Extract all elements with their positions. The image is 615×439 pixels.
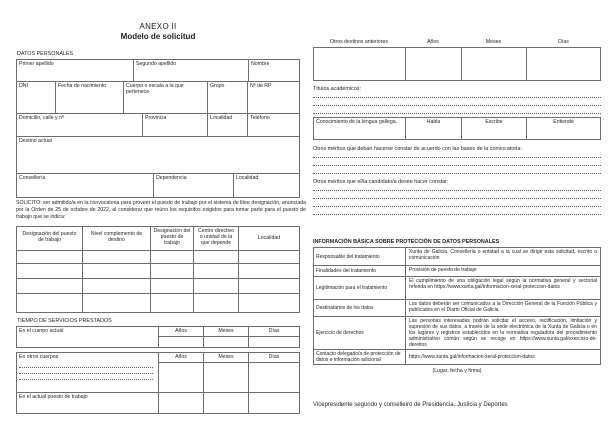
info-row-value: El cumplimiento de una obligación legal según la normativa general y sectorial referida en https://www.xunta.gal/informacion-xeral-proteccion-datos xyxy=(409,278,597,291)
empty-cell xyxy=(406,48,462,80)
column-dias xyxy=(249,327,299,347)
titulos-academicos-label: Títulos académicos: xyxy=(313,86,361,92)
table-empty-row xyxy=(17,279,299,294)
empty-cell xyxy=(194,264,239,278)
empty-cell xyxy=(17,251,83,263)
form-title-line1: ANEXO II xyxy=(139,22,177,31)
table-row xyxy=(17,353,299,393)
lugar-fecha-firma-label: (Lugar, fecha y firma) xyxy=(432,368,482,374)
dotted-line xyxy=(313,97,601,98)
empty-cell xyxy=(151,279,194,293)
info-row-label: Responsable del tratamiento xyxy=(314,248,406,265)
field-grupo: Grupo xyxy=(208,82,248,113)
otros-cuerpos-label: En otros cuerpos xyxy=(19,354,59,360)
info-row-label: Finalidades del tratamiento xyxy=(314,266,406,276)
dotted-line xyxy=(313,157,601,158)
tiempo-cuerpo-actual-table xyxy=(16,326,300,348)
col-header-meses: Meses xyxy=(485,39,502,45)
table-row xyxy=(17,60,299,82)
proteccion-datos-title: INFORMACIÓN BÁSICA SOBRE PROTECCIÓN DE DATOS PERSONALES xyxy=(313,239,500,245)
empty-cell xyxy=(194,294,239,312)
table-row xyxy=(314,300,600,317)
info-row-value: Las personas interesadas podrán solicitar el acceso, rectificación, limitación y supresión de sus datos, a través de la sede electrónica de la Xunta de Galicia o en los lugares y registros establecidos en la normativa reguladora del procedimiento administrativo común según se recoge en https://www.xunta.gal/exercicio-de-dereitos xyxy=(409,318,597,349)
otros-destinos-table xyxy=(313,47,601,81)
col-header-meses: Meses xyxy=(204,327,248,337)
table-empty-row xyxy=(17,251,299,264)
column-meses xyxy=(204,327,249,347)
empty-cell xyxy=(527,48,600,80)
dotted-line xyxy=(313,113,601,114)
field-segundo-apellido: Segundo apellido xyxy=(134,60,249,81)
field-localidad: Localidad xyxy=(208,114,248,136)
col-header-dias: Días xyxy=(249,353,299,363)
empty-cell xyxy=(239,264,299,278)
table-row xyxy=(314,350,600,364)
field-provincia: Provincia xyxy=(143,114,208,136)
col-header-escribe: Escribe xyxy=(462,118,527,139)
empty-cell xyxy=(159,393,204,413)
empty-cell xyxy=(239,279,299,293)
form-title-line2: Modelo de solicitud xyxy=(120,32,196,41)
empty-cell xyxy=(204,393,249,413)
empty-cell xyxy=(83,279,151,293)
col-header-entiende: Entiende xyxy=(553,119,574,125)
datos-personales-table xyxy=(16,59,300,198)
solicito-paragraph: SOLICITO: ser admitido/a en la convocatoria para proveer el puesto de trabajo por el sistema de libre designación, anunciada por la Orden de 25 de octubre de 2022, al considerar que reúno los requisitos exigidos para tomar parte para el puesto de trabajo que se indica: xyxy=(16,200,306,221)
field-telefono: Teléfono xyxy=(250,115,270,121)
col-header-meses: Meses xyxy=(204,353,248,363)
field-localidad-2: Localidad xyxy=(236,175,259,181)
info-row-value: Xunta de Galicia. Consellería o entidad a la cual se dirige esta solicitud, escrito o comunicación xyxy=(409,249,597,262)
info-row-label: Ejercicio de derechos xyxy=(314,317,406,349)
info-row-label: Destinatarios de los datos xyxy=(314,300,406,316)
col-header-centro-directivo: Centro directivo o unidad de la que depende xyxy=(194,227,239,250)
empty-cell xyxy=(151,251,194,263)
empty-cell xyxy=(314,48,406,80)
dotted-line xyxy=(19,373,153,374)
dotted-line xyxy=(313,190,601,191)
field-dni: DNI xyxy=(17,82,56,113)
field-actual-puesto: En el actual puesto de trabajo xyxy=(17,393,159,413)
column-meses xyxy=(204,353,249,392)
field-conselleria: Consellería xyxy=(17,174,154,197)
column-anos xyxy=(159,353,204,392)
table-row xyxy=(17,82,299,114)
field-primer-apellido: Primer apellido xyxy=(17,60,134,81)
col-header-dias: Días xyxy=(249,327,299,337)
empty-cell xyxy=(462,48,527,80)
info-row-value: Los datos deberán ser comunicados a la Dirección General de la Función Pública y publicados en el Diario Oficial de Galicia xyxy=(409,301,597,314)
dotted-line xyxy=(313,206,601,207)
table-row xyxy=(17,114,299,137)
col-header-otros-destinos: Otros destinos anteriores xyxy=(330,39,388,45)
empty-cell xyxy=(239,251,299,263)
empty-cell xyxy=(194,251,239,263)
info-row-label: Legitimación para el tratamiento xyxy=(314,277,406,299)
field-en-cuerpo-actual: En el cuerpo actual xyxy=(17,327,159,347)
otros-meritos-candidato-label: Otros méritos que el/la candidato/a desee hacer constar: xyxy=(313,179,449,185)
empty-cell xyxy=(17,279,83,293)
section-label-datos-personales: DATOS PERSONALES xyxy=(17,51,74,57)
table-row xyxy=(314,317,600,350)
dotted-line xyxy=(313,105,601,106)
table-empty-row xyxy=(17,294,299,312)
col-header-anos: Años xyxy=(427,39,439,45)
empty-cell xyxy=(151,294,194,312)
info-row-label: Contacto delegado/a de protección de datos e información adicional xyxy=(314,350,406,364)
field-domicilio: Domicilio, calle y nº xyxy=(17,114,143,136)
empty-cell xyxy=(17,264,83,278)
info-row-value: Provisión de puesto de trabajo xyxy=(409,267,477,273)
field-fecha-nacimiento: Fecha de nacimiento xyxy=(56,82,124,113)
col-header-localidad: Localidad xyxy=(257,235,281,241)
table-row xyxy=(17,137,299,174)
lengua-gallega-table xyxy=(313,117,601,140)
empty-cell xyxy=(151,264,194,278)
col-header-anos: Años xyxy=(159,327,203,337)
dotted-line xyxy=(313,165,601,166)
empty-cell xyxy=(17,294,83,312)
table-row xyxy=(17,174,299,197)
dotted-line xyxy=(313,173,601,174)
empty-cell xyxy=(83,264,151,278)
section-label-tiempo-servicios: TIEMPO DE SERVICIOS PRESTADOS xyxy=(17,318,112,324)
table-empty-row xyxy=(17,264,299,279)
dotted-line xyxy=(19,379,153,380)
field-nombre: Nombre xyxy=(251,61,270,67)
otros-destinos-header-row xyxy=(313,39,601,45)
proteccion-datos-table xyxy=(313,247,601,365)
table-row xyxy=(314,277,600,300)
field-conocimiento-lengua: Conocimiento de la lengua gallega. xyxy=(314,118,406,139)
puesto-solicitado-table xyxy=(16,226,300,313)
col-header-dias: Días xyxy=(558,39,569,45)
column-dias xyxy=(249,353,299,392)
col-header-habla: Habla xyxy=(406,118,462,139)
info-row-value: https://www.xunta.gal/informacion-xeral-proteccion-datos xyxy=(409,353,535,360)
dotted-line xyxy=(313,214,601,215)
empty-cell xyxy=(83,251,151,263)
table-row xyxy=(17,393,299,413)
dotted-line xyxy=(19,367,153,368)
field-dependencia: Dependencia xyxy=(154,174,234,197)
col-header-designacion-puesto-2: Designación del puesto de trabajo xyxy=(151,227,194,250)
field-cuerpo-escala: Cuerpo o escala a la que pertenece xyxy=(124,82,208,113)
empty-cell xyxy=(194,279,239,293)
col-header-designacion-puesto: Designación del puesto de trabajo xyxy=(17,227,83,250)
column-anos xyxy=(159,327,204,347)
otros-meritos-bases-label: Otros méritos que deban hacerse constar de acuerdo con las bases de la convocatoria: xyxy=(313,146,522,152)
field-en-otros-cuerpos xyxy=(17,353,159,392)
footer-cargo-line: Vicepresidente segundo y conselleiro de Presidencia, Justicia y Deportes xyxy=(313,402,508,408)
col-header-nivel-complemento: Nivel complemento de destino xyxy=(83,227,151,250)
table-header-row xyxy=(17,227,299,251)
empty-cell xyxy=(249,393,299,413)
field-num-rp: Nº de RP xyxy=(250,83,272,89)
col-header-anos: Años xyxy=(159,353,203,363)
field-destino-actual: Destino actual xyxy=(19,138,52,144)
empty-cell xyxy=(239,294,299,312)
table-row xyxy=(314,248,600,266)
table-row xyxy=(314,266,600,277)
empty-cell xyxy=(83,294,151,312)
tiempo-otros-cuerpos-table xyxy=(16,352,300,414)
dotted-line xyxy=(313,198,601,199)
